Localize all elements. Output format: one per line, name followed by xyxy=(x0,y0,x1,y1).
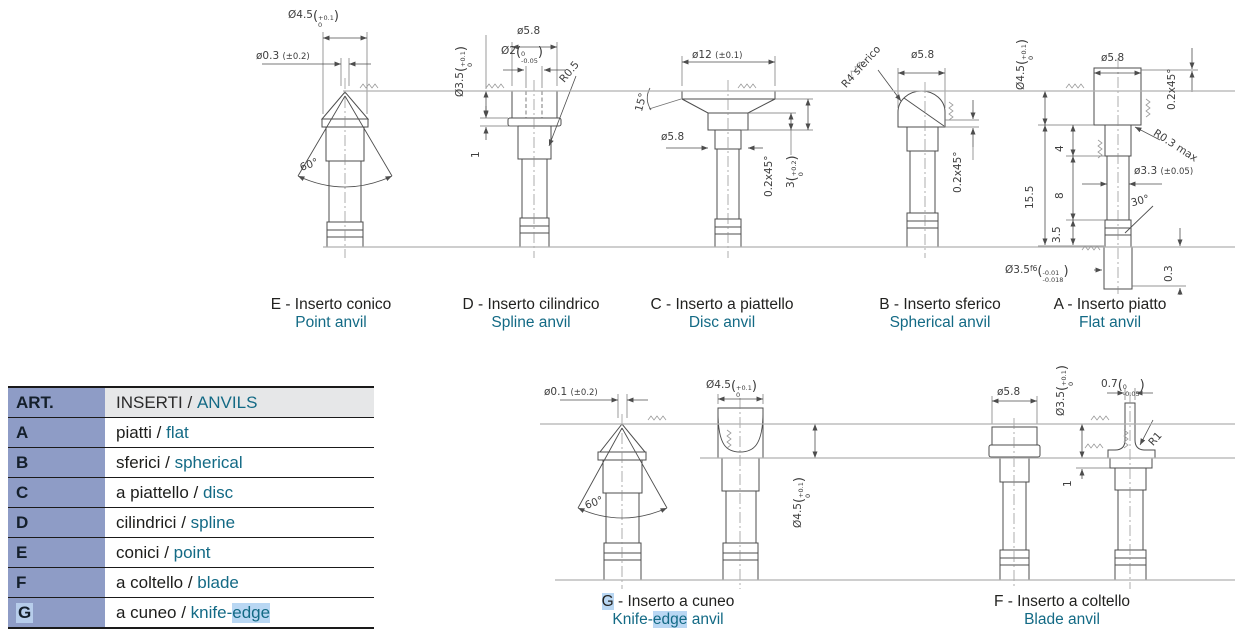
row-letter: B xyxy=(8,448,105,477)
table-row-c: C a piattello / disc xyxy=(8,478,374,508)
caption-english: Flat anvil xyxy=(1078,314,1142,331)
table-row-g: G a cuneo / knife- edge xyxy=(8,598,374,627)
dim-label-d-radius: R0.5 xyxy=(557,58,582,86)
drawing-d-spline-anvil xyxy=(480,35,576,258)
table-row-f: F a coltello / blade xyxy=(8,568,374,598)
dim-label-g-angle: 60° xyxy=(583,494,605,512)
row-letter: F xyxy=(8,568,105,597)
dim-label-e-point-diameter: ø0.3 (±0.2) xyxy=(256,50,310,62)
drawing-f-blade-front-view xyxy=(989,396,1040,589)
dim-label-a-angle-30: 30° xyxy=(1129,192,1151,210)
dim-label-a-chamfer: 0.2x45° xyxy=(1166,68,1178,110)
drawing-g-knife-edge-side-view xyxy=(560,394,667,589)
dim-label-a-head-diameter: ø5.8 xyxy=(1101,52,1125,64)
caption-english: Knife-edge anvil xyxy=(612,611,724,628)
dim-label-f-radius: R1 xyxy=(1146,429,1165,449)
dim-label-a-length-8: 8 xyxy=(1054,192,1066,199)
highlighted-text: edge xyxy=(232,602,271,622)
table-row-a: A piatti / flat xyxy=(8,418,374,448)
dim-label-d-stem-diameter: Ø3.5( +0.1 0 ) xyxy=(454,46,474,97)
dim-label-d-pin-diameter: Ø2( 0 -0.05 ) xyxy=(501,45,543,65)
dim-label-c-stem-diameter: ø5.8 xyxy=(661,131,685,143)
dim-label-a-neck-diameter: Ø4.5( +0.1 0 ) xyxy=(1015,39,1035,90)
dim-label-d-head-diameter: ø5.8 xyxy=(517,25,541,37)
dim-label-a-length-3-5: 3.5 xyxy=(1051,226,1063,243)
caption-italian: G - Inserto a cuneo xyxy=(601,593,735,610)
row-letter: E xyxy=(8,538,105,567)
table-row-b: B sferici / spherical xyxy=(8,448,374,478)
dim-label-a-length-4: 4 xyxy=(1054,145,1066,152)
highlighted-letter: G xyxy=(601,593,614,610)
dim-label-a-radius-max: R0.3 max xyxy=(1151,127,1200,165)
row-letter: C xyxy=(8,478,105,507)
caption-italian: A - Inserto piatto xyxy=(1053,296,1167,313)
drawing-e-point-anvil xyxy=(262,32,392,258)
table-row-e: E conici / point xyxy=(8,538,374,568)
dim-label-g-point-diameter: ø0.1 (±0.2) xyxy=(544,386,598,398)
dim-label-a-mid-diameter: ø3.3 (±0.05) xyxy=(1134,165,1194,177)
table-header-row xyxy=(8,388,374,418)
dim-label-c-angle: 15° xyxy=(633,91,650,113)
table-header-inserti-anvils: INSERTI / ANVILS xyxy=(105,388,374,417)
dim-label-e-angle: 60° xyxy=(298,156,320,174)
highlighted-text: edge xyxy=(652,611,688,628)
dim-label-f-blade-width: 0.7( 0 -0.05 ) xyxy=(1101,378,1145,398)
caption-italian: C - Inserto a piattello xyxy=(650,296,794,313)
caption-english: Spherical anvil xyxy=(889,314,991,331)
dim-label-c-disc-diameter: ø12 (±0.1) xyxy=(692,49,743,61)
dim-label-b-sphere-radius: R4 sferico xyxy=(839,43,884,91)
caption-english: Disc anvil xyxy=(688,314,756,331)
caption-g-knife-edge-anvil xyxy=(548,593,788,629)
caption-italian: B - Inserto sferico xyxy=(879,296,1001,313)
dim-label-a-height-0-3: 0.3 xyxy=(1163,265,1175,282)
row-letter-highlighted: G xyxy=(18,602,32,622)
row-letter: A xyxy=(8,418,105,447)
table-header-art: ART. xyxy=(8,388,105,417)
caption-italian: D - Inserto cilindrico xyxy=(462,296,600,313)
dim-label-g-side-diameter: Ø4.5( +0.1 0 ) xyxy=(792,477,812,528)
dim-label-f-head-diameter: ø5.8 xyxy=(997,386,1021,398)
dim-label-b-chamfer: 0.2x45° xyxy=(952,151,964,193)
dim-label-e-tip-diameter: Ø4.5( +0.1 0 ) xyxy=(288,9,339,29)
dim-label-a-shank-fit-diameter: Ø3.5f6( -0.01 -0.018 ) xyxy=(1005,264,1069,284)
caption-c-disc-anvil xyxy=(602,296,842,332)
caption-english: Blade anvil xyxy=(1024,611,1100,628)
row-letter: D xyxy=(8,508,105,537)
dim-label-b-head-diameter: ø5.8 xyxy=(911,49,935,61)
dim-label-d-height-1: 1 xyxy=(470,151,482,158)
caption-english: Spline anvil xyxy=(491,314,571,331)
dim-label-c-chamfer: 0.2x45° xyxy=(763,155,775,197)
caption-english: Point anvil xyxy=(295,314,367,331)
dim-label-f-height-1: 1 xyxy=(1062,480,1074,487)
caption-f-blade-anvil xyxy=(942,593,1182,629)
drawings-top-row xyxy=(0,0,1235,295)
anvil-types-table xyxy=(8,386,374,629)
caption-italian: F - Inserto a coltello xyxy=(993,593,1131,610)
table-row-d: D cilindrici / spline xyxy=(8,508,374,538)
dim-label-g-top-diameter: Ø4.5( +0.1 0 ) xyxy=(706,379,757,399)
dim-label-f-stem-diameter: Ø3.5( +0.1 0 ) xyxy=(1055,365,1075,416)
drawing-f-blade-side-view xyxy=(1076,388,1155,589)
caption-a-flat-anvil xyxy=(990,296,1230,332)
caption-italian: E - Inserto conico xyxy=(270,296,392,313)
dim-label-c-height-3: 3( +0.2 0 ) xyxy=(785,155,805,188)
dim-label-a-length-total: 15.5 xyxy=(1024,185,1036,209)
